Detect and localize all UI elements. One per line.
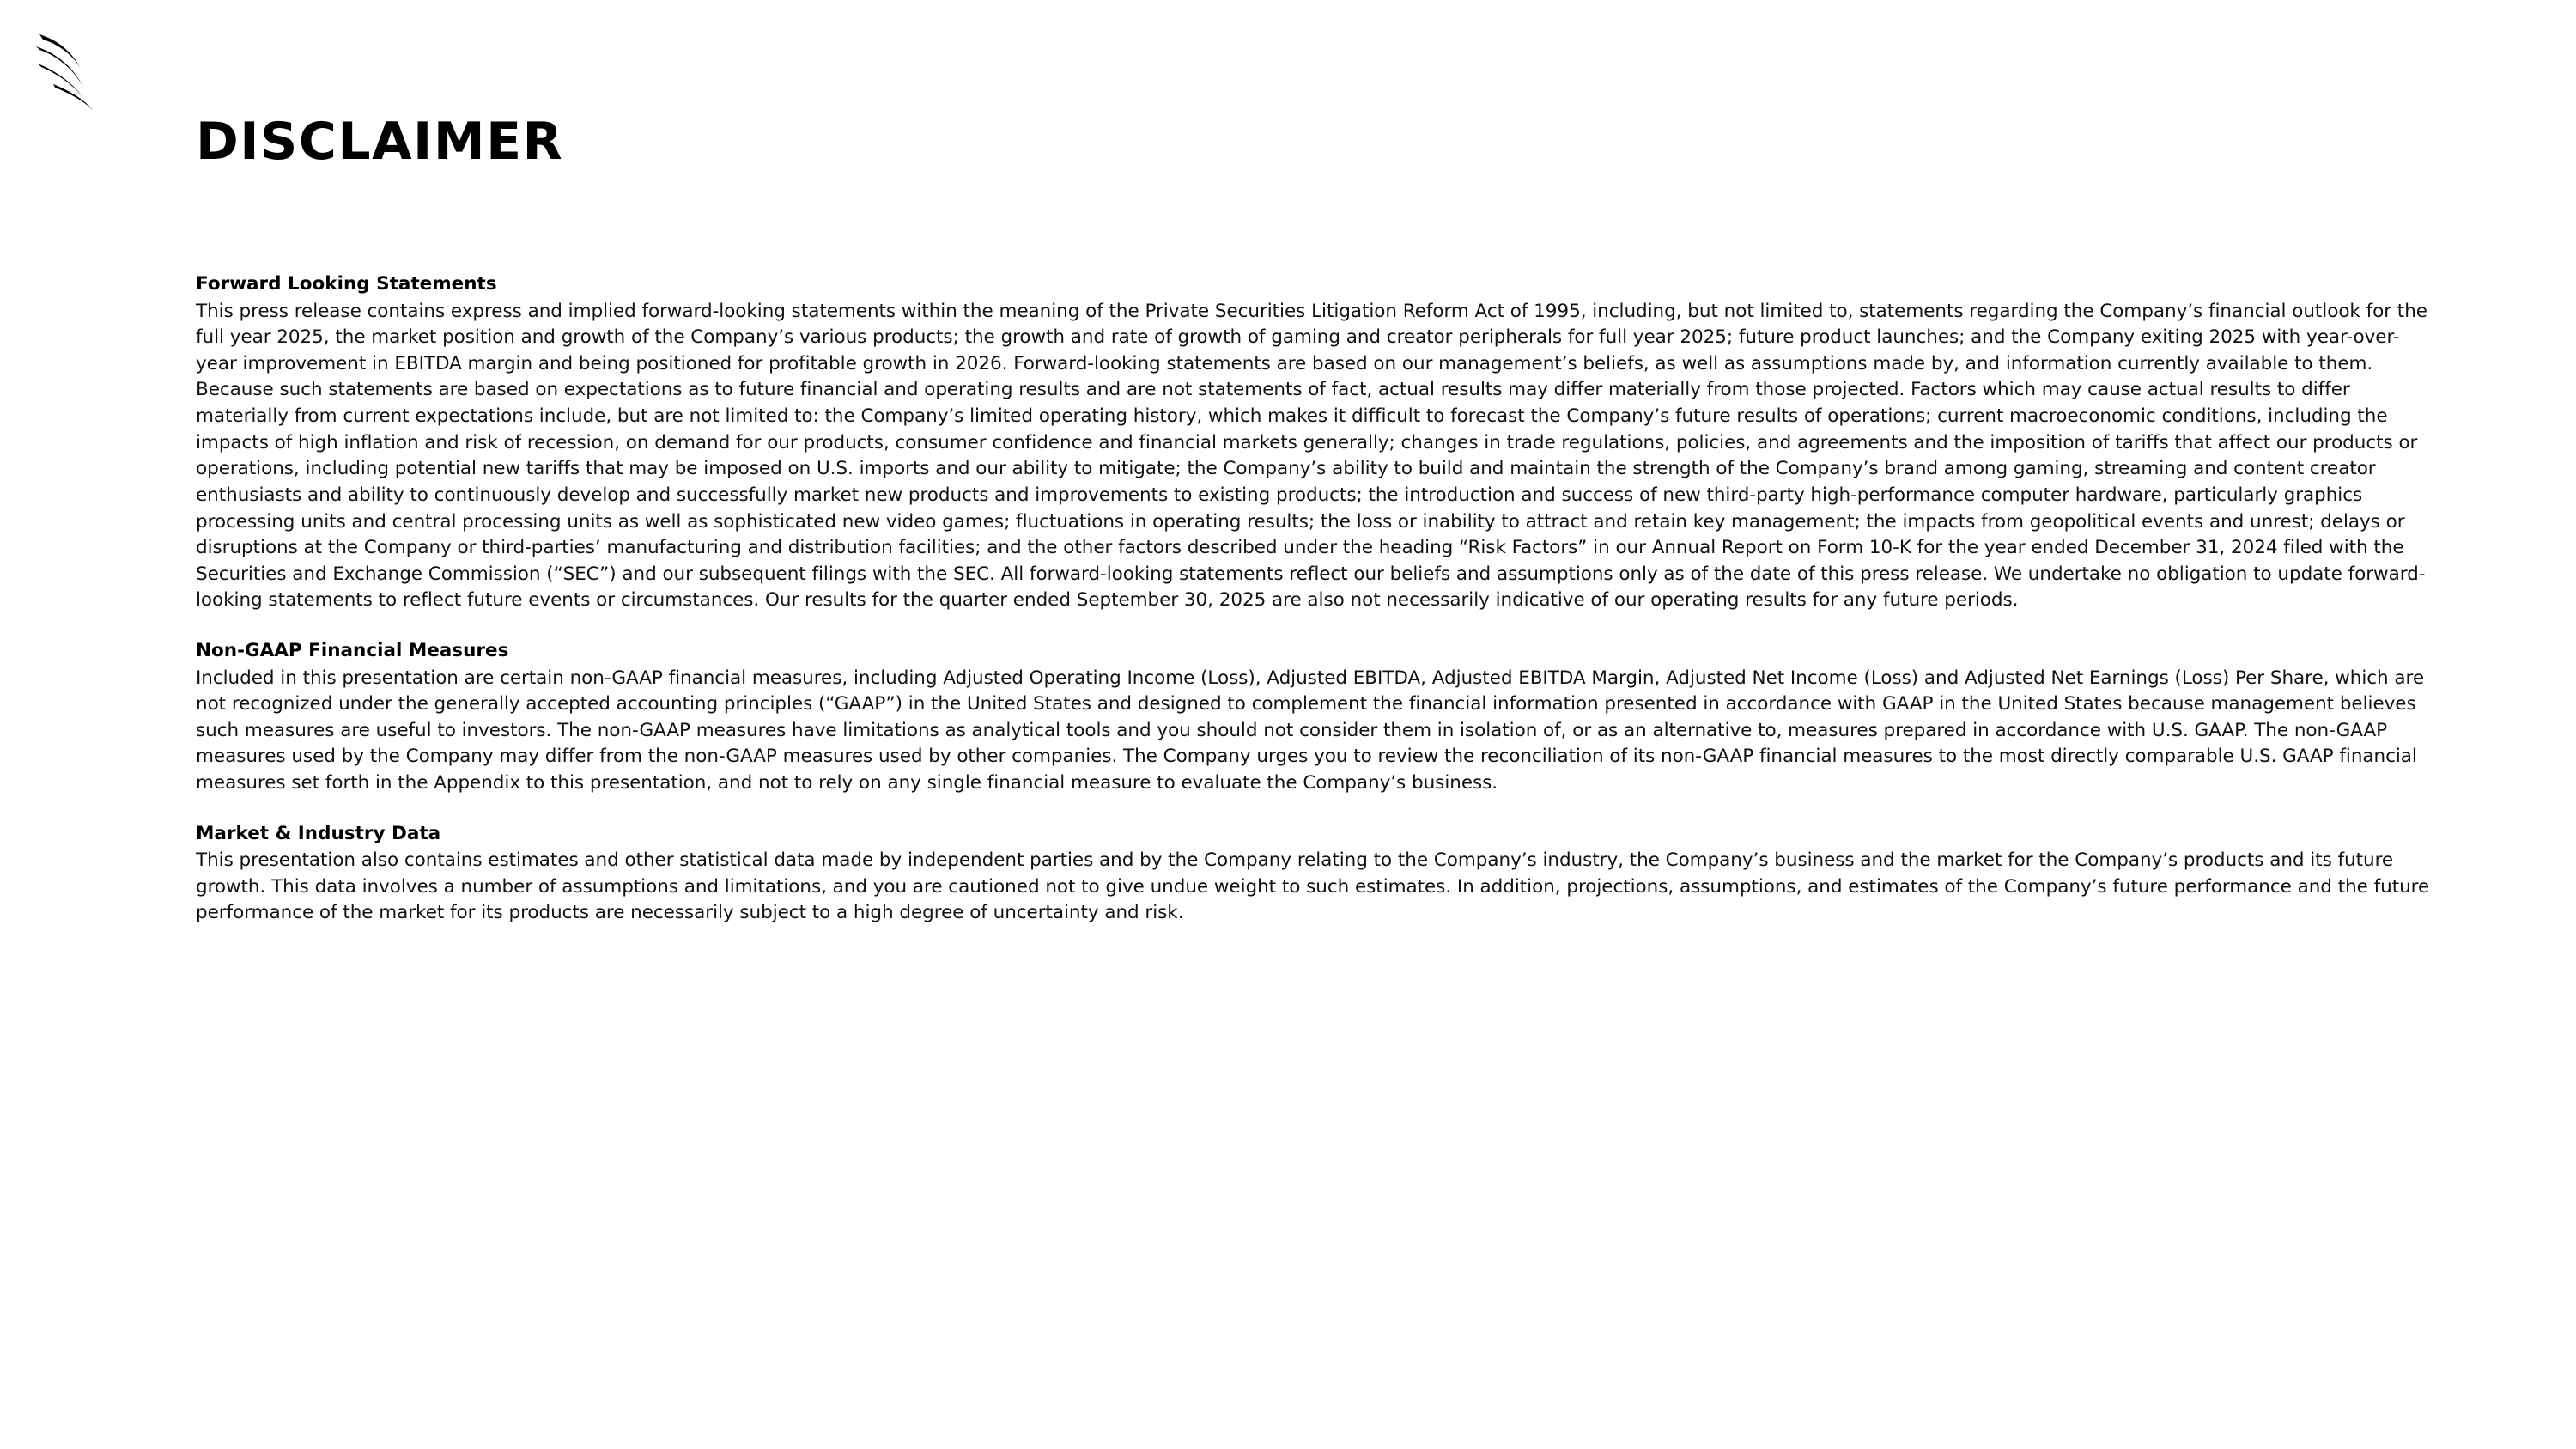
section-body: Included in this presentation are certain non-GAAP financial measures, including Adjusted Operating Income (Loss), Adjusted EBITDA, Adjusted EBITDA Margin, Adjusted Net Income (Loss) and Adjusted Net Earnings (Loss) Per Share, which are not recognized under the generally accepted accounting principles (“GAAP”) in the United States and designed to complement the financial information presented in accordance with GAAP in the United States because management believes such measures are useful to investors. The non-GAAP measures have limitations as analytical tools and you should not consider them in isolation of, or as an alternative to, measures prepared in accordance with U.S. GAAP. The non-GAAP measures used by the Company may differ from the non-GAAP measures used by other companies. The Company urges you to review the reconciliation of its non-GAAP financial measures to the most directly comparable U.S. GAAP financial measures set forth in the Appendix to this presentation, and not to rely on any single financial measure to evaluate the Company’s business. — [196, 667, 2425, 795]
page-title: DISCLAIMER — [196, 112, 564, 172]
section-heading: Forward Looking Statements — [196, 273, 497, 295]
section-forward-looking-statements — [196, 271, 2430, 614]
section-market-industry-data — [196, 821, 2430, 927]
section-heading: Market & Industry Data — [196, 822, 441, 844]
corsair-sails-logo — [34, 31, 127, 113]
section-non-gaap-financial-measures — [196, 638, 2430, 797]
section-body: This presentation also contains estimates and other statistical data made by independent parties and by the Company relating to the Company’s industry, the Company’s business and the market for the Company’s products and its future growth. This data involves a number of assumptions and limitations, and you are cautioned not to give undue weight to such estimates. In addition, projections, assumptions, and estimates of the Company’s future performance and the future performance of the market for its products are necessarily subject to a high degree of uncertainty and risk. — [196, 849, 2430, 924]
section-heading: Non-GAAP Financial Measures — [196, 640, 509, 662]
section-body: This press release contains express and implied forward-looking statements within the meaning of the Private Securities Litigation Reform Act of 1995, including, but not limited to, statements regarding the Company’s financial outlook for the full year 2025, the market position and growth of the Company’s various products; the growth and rate of growth of gaming and creator peripherals for full year 2025; future product launches; and the Company exiting 2025 with year-over-year improvement in EBITDA margin and being positioned for profitable growth in 2026. Forward-looking statements are based on our management’s beliefs, as well as assumptions made by, and information currently available to them. Because such statements are based on expectations as to future financial and operating results and are not statements of fact, actual results may differ materially from those projected. Factors which may cause actual results to differ materially from current expectations include, but are not limited to: the Company’s limited operating history, which makes it difficult to forecast the Company’s future results of operations; current macroeconomic conditions, including the impacts of high inflation and risk of recession, on demand for our products, consumer confidence and financial markets generally; changes in trade regulations, policies, and agreements and the imposition of tariffs that affect our products or operations, including potential new tariffs that may be imposed on U.S. imports and our ability to mitigate; the Company’s ability to build and maintain the strength of the Company’s brand among gaming, streaming and content creator enthusiasts and ability to continuously develop and successfully market new products and improvements to existing products; the introduction and success of new third-party high-performance computer hardware, particularly graphics processing units and central processing units as well as sophisticated new video games; fluctuations in operating results; the loss or inability to attract and retain key management; the impacts from geopolitical events and unrest; delays or disruptions at the Company or third-parties’ manufacturing and distribution facilities; and the other factors described under the heading “Risk Factors” in our Annual Report on Form 10-K for the year ended December 31, 2024 filed with the Securities and Exchange Commission (“SEC”) and our subsequent filings with the SEC. All forward-looking statements reflect our beliefs and assumptions only as of the date of this press release. We undertake no obligation to update forward-looking statements to reflect future events or circumstances. Our results for the quarter ended September 30, 2025 are also not necessarily indicative of our operating results for any future periods. — [196, 300, 2427, 612]
disclaimer-content — [196, 271, 2430, 927]
